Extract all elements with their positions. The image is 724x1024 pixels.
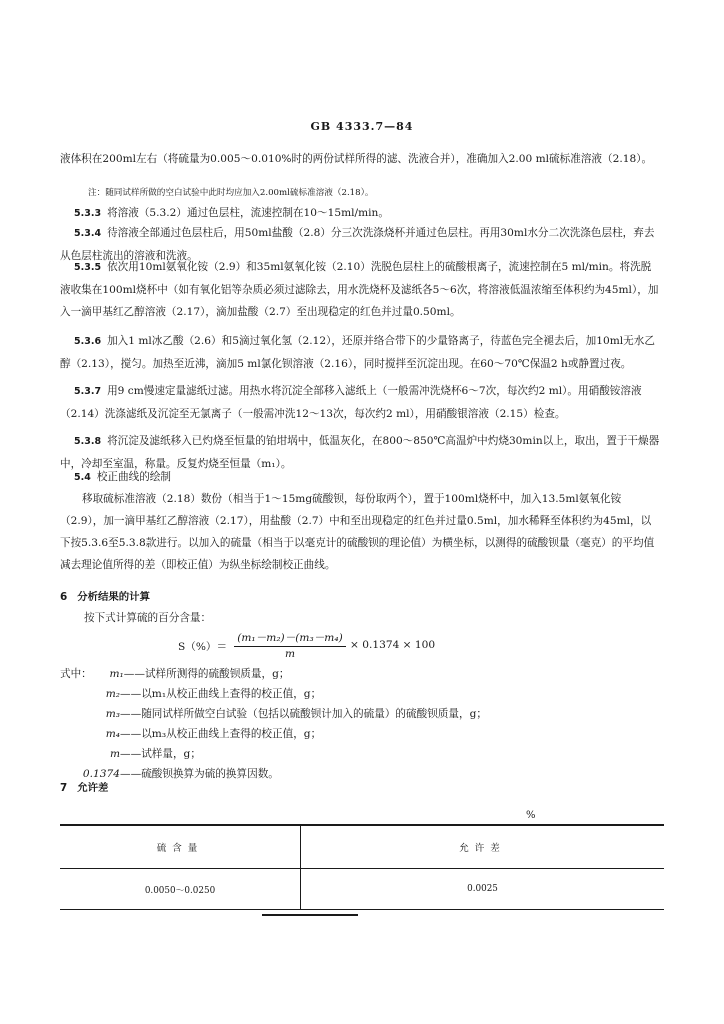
formula-numerator: (m₁－m₂)－(m₃－m₄) xyxy=(237,632,343,644)
section-title: 分析结果的计算 xyxy=(77,591,150,603)
table-row xyxy=(60,869,664,910)
variable-symbol: m xyxy=(109,748,120,760)
variable-symbol: m₂ xyxy=(105,688,120,700)
variable-symbol: m₄ xyxy=(105,728,120,740)
table-unit-label: % xyxy=(526,810,536,821)
clause-5-3-5 xyxy=(60,256,660,323)
clause-text: 用9 cm慢速定量滤纸过滤。用热水将沉淀全部移入滤纸上（一般需冲洗烧杯6～7次，每次约2 ml）。用硝酸铵溶液（2.14）洗涤滤纸及沉淀至无氯离子（一般需冲洗12～13次，每次约2 ml），用硝酸银溶液（2.15）检查。 xyxy=(60,385,642,420)
where-label: 式中： xyxy=(60,668,92,680)
clause-text: 待溶液全部通过色层柱后，用50ml盐酸（2.8）分三次洗涤烧杯并通过色层柱。再用30ml水分二次洗涤色层柱，弃去从色层柱流出的溶液和洗液。 xyxy=(60,227,655,262)
variable-definitions xyxy=(60,664,660,784)
variable-symbol: 0.1374 xyxy=(82,768,120,780)
variable-definition: ——随同试样所做空白试验（包括以硫酸钡计加入的硫量）的硫酸钡质量，g； xyxy=(120,708,487,720)
header-cell-tolerance: 允许差 xyxy=(459,843,506,854)
clause-number: 5.3.7 xyxy=(74,386,102,397)
subsection-5-4-heading xyxy=(60,466,660,489)
formula-denominator: m xyxy=(284,648,296,660)
calculation-intro: 按下式计算硫的百分含量： xyxy=(84,612,212,624)
clause-text: 将溶液（5.3.2）通过色层柱，流速控制在10～15ml/min。 xyxy=(107,207,389,219)
formula-lhs: S（%）＝ xyxy=(178,641,228,653)
clause-number: 5.3.4 xyxy=(74,228,102,239)
header-cell-sulfur-content: 硫含量 xyxy=(60,826,301,868)
variable-row xyxy=(60,704,660,724)
variable-row xyxy=(60,764,660,784)
section-6-heading xyxy=(60,588,150,603)
variable-row xyxy=(60,744,660,764)
variable-row xyxy=(60,724,660,744)
formula-fraction xyxy=(234,630,346,660)
variable-row xyxy=(60,664,660,684)
variable-symbol: m₁ xyxy=(109,668,124,680)
variable-definition: ——以m₁从校正曲线上查得的校正值，g； xyxy=(120,688,322,700)
clause-text: 加入1 ml冰乙酸（2.6）和5滴过氧化氢（2.12），还原并络合带下的少量铬离子，待蓝色完全褪去后，加10ml无水乙醇（2.13），搅匀。加热至近沸，滴加5 ml氯化钡溶液（2.16），同时搅拌至沉淀出现。在60～70℃保温2 h或静置过夜。 xyxy=(60,335,655,370)
clause-number: 5.3.3 xyxy=(74,208,102,219)
standard-number-header: GB 4333.7—84 xyxy=(310,120,414,133)
section-number: 7 xyxy=(60,782,68,794)
tolerance-table xyxy=(60,824,664,910)
variable-symbol: m₃ xyxy=(105,708,120,720)
subsection-number: 5.4 xyxy=(74,472,91,483)
clause-number: 5.3.6 xyxy=(74,336,102,347)
clause-number: 5.3.5 xyxy=(74,262,102,273)
subsection-title: 校正曲线的绘制 xyxy=(96,471,171,483)
clause-5-3-6 xyxy=(60,330,660,375)
clause-text: 将沉淀及滤纸移入已灼烧至恒量的铂坩埚中，低温灰化，在800～850℃高温炉中灼烧30min以上，取出，置于干燥器中，冷却至室温，称量。反复灼烧至恒量（m₁）。 xyxy=(60,435,660,470)
continued-paragraph: 液体积在200ml左右（将硫量为0.005～0.010%时的两份试样所得的滤、洗液合并），准确加入2.00 ml硫标准溶液（2.18）。 xyxy=(60,153,653,165)
variable-definition: ——试样所测得的硫酸钡质量，g； xyxy=(123,668,290,680)
section-number: 6 xyxy=(60,591,68,603)
formula-rhs: × 0.1374 × 100 xyxy=(350,639,436,651)
end-rule xyxy=(262,914,358,916)
cell-sulfur-range: 0.0050～0.0250 xyxy=(60,869,301,909)
clause-5-3-7 xyxy=(60,380,660,425)
cell-tolerance-value: 0.0025 xyxy=(467,884,498,894)
variable-definition: ——硫酸钡换算为硫的换算因数。 xyxy=(120,768,279,780)
section-title: 允许差 xyxy=(77,782,109,794)
variable-definition: ——试样量，g； xyxy=(120,748,201,760)
variable-definition: ——以m₃从校正曲线上查得的校正值，g； xyxy=(120,728,322,740)
clause-text: 依次用10ml氨氧化铵（2.9）和35ml氨氧化铵（2.10）洗脱色层柱上的硫酸根离子，流速控制在5 ml/min。将洗脱液收集在100ml烧杯中（如有氧化铝等杂质必须过滤除去，用水洗烧杯及滤纸各5～6次，将溶液低温浓缩至体积约为45ml），加入一滴甲基红乙醇溶液（2.17），滴加盐酸（2.7）至出现稳定的红色并过量0.50ml。 xyxy=(60,261,659,318)
variable-row xyxy=(60,684,660,704)
section-7-heading xyxy=(60,779,108,794)
clause-number: 5.3.8 xyxy=(74,436,102,447)
table-header-row xyxy=(60,826,664,869)
calibration-paragraph: 移取硫标准溶液（2.18）数份（相当于1～15mg硫酸钡，每份取两个），置于100ml烧杯中，加入13.5ml氨氧化铵（2.9），加一滴甲基红乙醇溶液（2.17），用盐酸（2.7）中和至出现稳定的红色并过量0.5ml，加水稀释至体积约为45ml，以下按5.3.6至5.3.8款进行。以加入的硫量（相当于以毫克计的硫酸钡的理论值）为横坐标，以测得的硫酸钡量（毫克）的平均值减去理论值所得的差（即校正值）为纵坐标绘制校正曲线。 xyxy=(60,493,655,571)
note-text: 注：随同试样所做的空白试验中此时均应加入2.00ml硫标准溶液（2.18）。 xyxy=(88,188,374,198)
